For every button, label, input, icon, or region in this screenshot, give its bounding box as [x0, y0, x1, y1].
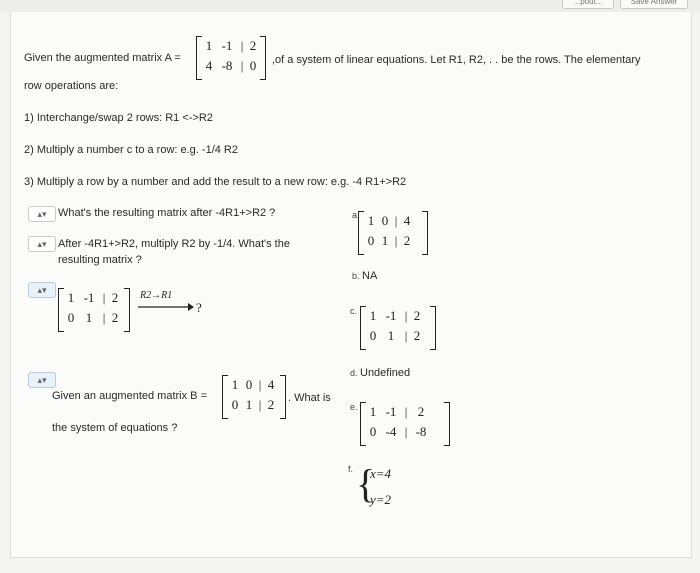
dropdown-arrows-icon: ▴▾: [37, 374, 47, 385]
intro-line2: row operations are:: [24, 80, 119, 92]
option-f-eq1: x=4: [370, 466, 392, 481]
option-c-label: c.: [350, 306, 358, 316]
option-b-label: b.: [352, 271, 360, 281]
option-f-eq2: y=2: [370, 492, 392, 507]
operation-1: 1) Interchange/swap 2 rows: R1 <->R2: [24, 112, 213, 124]
intro-text-after: ,of a system of linear equations. Let R1, R2, . . be the rows. The elementary: [272, 54, 641, 66]
operation-2: 2) Multiply a number c to a row: e.g. -1/4 R2: [24, 144, 238, 156]
q3-matrix: 1 -1 | 2 0 1 | 2: [58, 288, 130, 332]
q3-answer-select[interactable]: [28, 282, 56, 298]
option-b-text: NA: [362, 270, 378, 282]
q4-text-after: . What is: [288, 392, 331, 404]
q2-text-line2: resulting matrix ?: [58, 254, 142, 266]
q1-text: What's the resulting matrix after -4R1+>R2 ?: [58, 207, 276, 219]
dropdown-arrows-icon: ▴▾: [37, 284, 47, 295]
option-e-matrix: 1 -1 | 2 0 -4 | -8: [360, 402, 450, 446]
option-a-matrix: 1 0 | 4 0 1 | 2: [358, 211, 428, 255]
intro-text-before: Given the augmented matrix A =: [24, 52, 181, 64]
q4-answer-select[interactable]: [28, 372, 56, 388]
q4-text-before: Given an augmented matrix B =: [52, 390, 207, 402]
save-answer-button[interactable]: Save Answer: [620, 0, 688, 9]
q2-text-line1: After -4R1+>R2, multiply R2 by -1/4. What's the: [58, 238, 290, 250]
q1-answer-select[interactable]: [28, 206, 56, 222]
operation-3: 3) Multiply a row by a number and add the result to a new row: e.g. -4 R1+>R2: [24, 176, 407, 188]
option-c-matrix: 1 -1 | 2 0 1 | 2: [360, 306, 436, 350]
q4-text-line2: the system of equations ?: [52, 422, 178, 434]
q3-arrow-label: R2→R1: [140, 290, 173, 301]
option-d-label: d.: [350, 368, 358, 378]
top-toolbar-strip: [0, 0, 700, 12]
q3-question-mark: ?: [196, 300, 202, 315]
matrix-b: 1 0 | 4 0 1 | 2: [222, 375, 286, 419]
dropdown-arrows-icon: ▴▾: [37, 238, 47, 249]
q2-answer-select[interactable]: [28, 236, 56, 252]
question-panel: [10, 12, 692, 558]
option-d-text: Undefined: [360, 367, 411, 379]
dropdown-arrows-icon: ▴▾: [37, 208, 47, 219]
right-arrow-icon: [138, 302, 194, 312]
option-a-label: a.: [352, 210, 360, 220]
left-brace-icon: {: [356, 461, 376, 506]
matrix-a: 1 -1 | 2 4 -8 | 0: [196, 36, 266, 80]
option-e-label: e.: [350, 402, 358, 412]
option-f-label: f.: [348, 464, 354, 474]
top-button-1[interactable]: ...pout...: [562, 0, 614, 9]
